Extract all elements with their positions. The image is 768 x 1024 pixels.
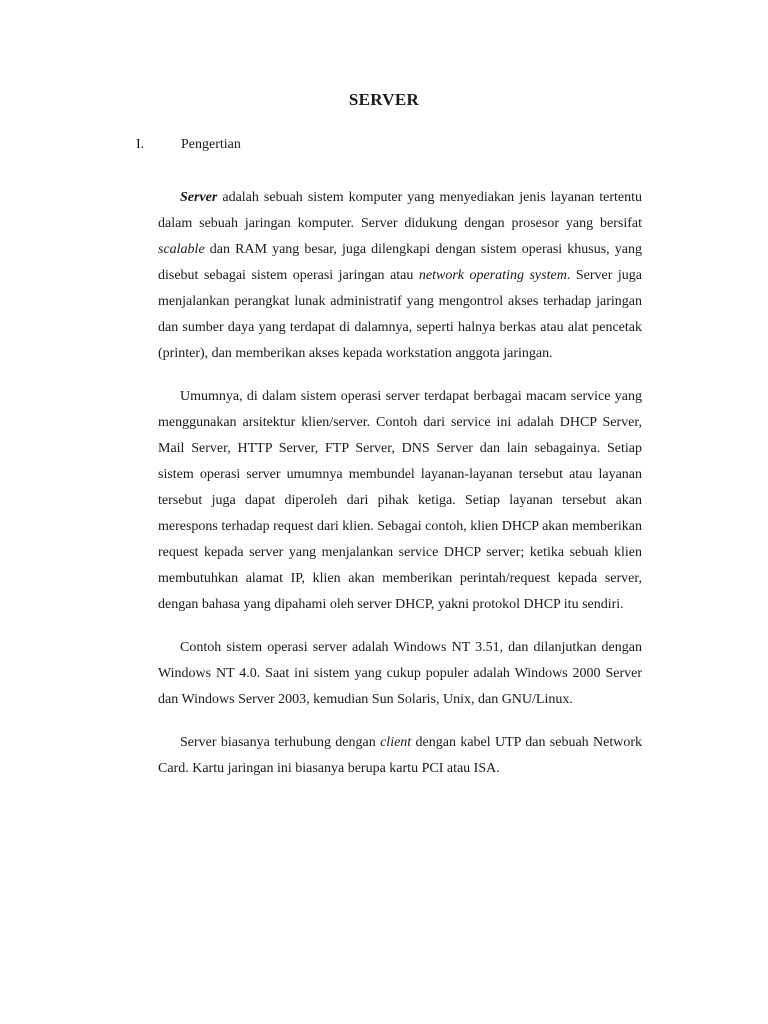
section-title: Pengertian (181, 137, 241, 152)
paragraph-text: adalah sebuah sistem komputer yang menyediakan jenis layanan tertentu dalam sebuah jaringan komputer. Server didukung dengan prosesor yang bersifat (158, 190, 642, 231)
section-number: I. (136, 137, 145, 152)
body-text (158, 185, 642, 796)
paragraph-services: Umumnya, di dalam sistem operasi server terdapat berbagai macam service yang menggunakan arsitektur klien/server. Contoh dari service ini adalah DHCP Server, Mail Server, HTTP Server, FTP Server, DNS Server dan lain sebagainya. Setiap sistem operasi server umumnya membundel layanan-layanan tersebut atau layanan tersebut juga dapat diperoleh dari pihak ketiga. Setiap layanan tersebut akan merespons terhadap request dari klien. Sebagai contoh, klien DHCP akan memberikan request kepada server yang menjalankan service DHCP server; ketika sebuah klien membutuhkan alamat IP, klien akan memberikan perintah/request kepada server, dengan bahasa yang dipahami oleh server DHCP, yakni protokol DHCP itu sendiri. (158, 389, 642, 612)
section-heading (136, 137, 241, 153)
term-network-operating-system: network operating system (418, 268, 567, 283)
term-server: Server (180, 190, 218, 205)
paragraph-text: Server biasanya terhubung dengan (180, 735, 381, 750)
paragraph-connection (158, 730, 642, 782)
page-title: SERVER (348, 90, 420, 109)
term-scalable: scalable (158, 242, 205, 257)
paragraph-text: . Server juga menjalankan perangkat lunak administratif yang mengontrol akses terhadap jaringan dan sumber daya yang terdapat di dalamnya, seperti halnya berkas atau alat pencetak (printer), dan memberikan akses kepada workstation anggota jaringan. (158, 268, 642, 361)
paragraph-os-examples: Contoh sistem operasi server adalah Windows NT 3.51, dan dilanjutkan dengan Windows NT 4.0. Saat ini sistem yang cukup populer adalah Windows 2000 Server dan Windows Server 2003, kemudian Sun Solaris, Unix, dan GNU/Linux. (158, 640, 642, 707)
paragraph-server-definition (158, 185, 642, 367)
term-client: client (380, 735, 412, 750)
paragraph-text: dan RAM yang besar, juga dilengkapi dengan sistem operasi khusus, yang disebut sebagai sistem operasi jaringan atau (158, 242, 642, 283)
paragraph-text: dengan kabel UTP dan sebuah Network Card. Kartu jaringan ini biasanya berupa kartu PCI atau ISA. (158, 735, 643, 776)
